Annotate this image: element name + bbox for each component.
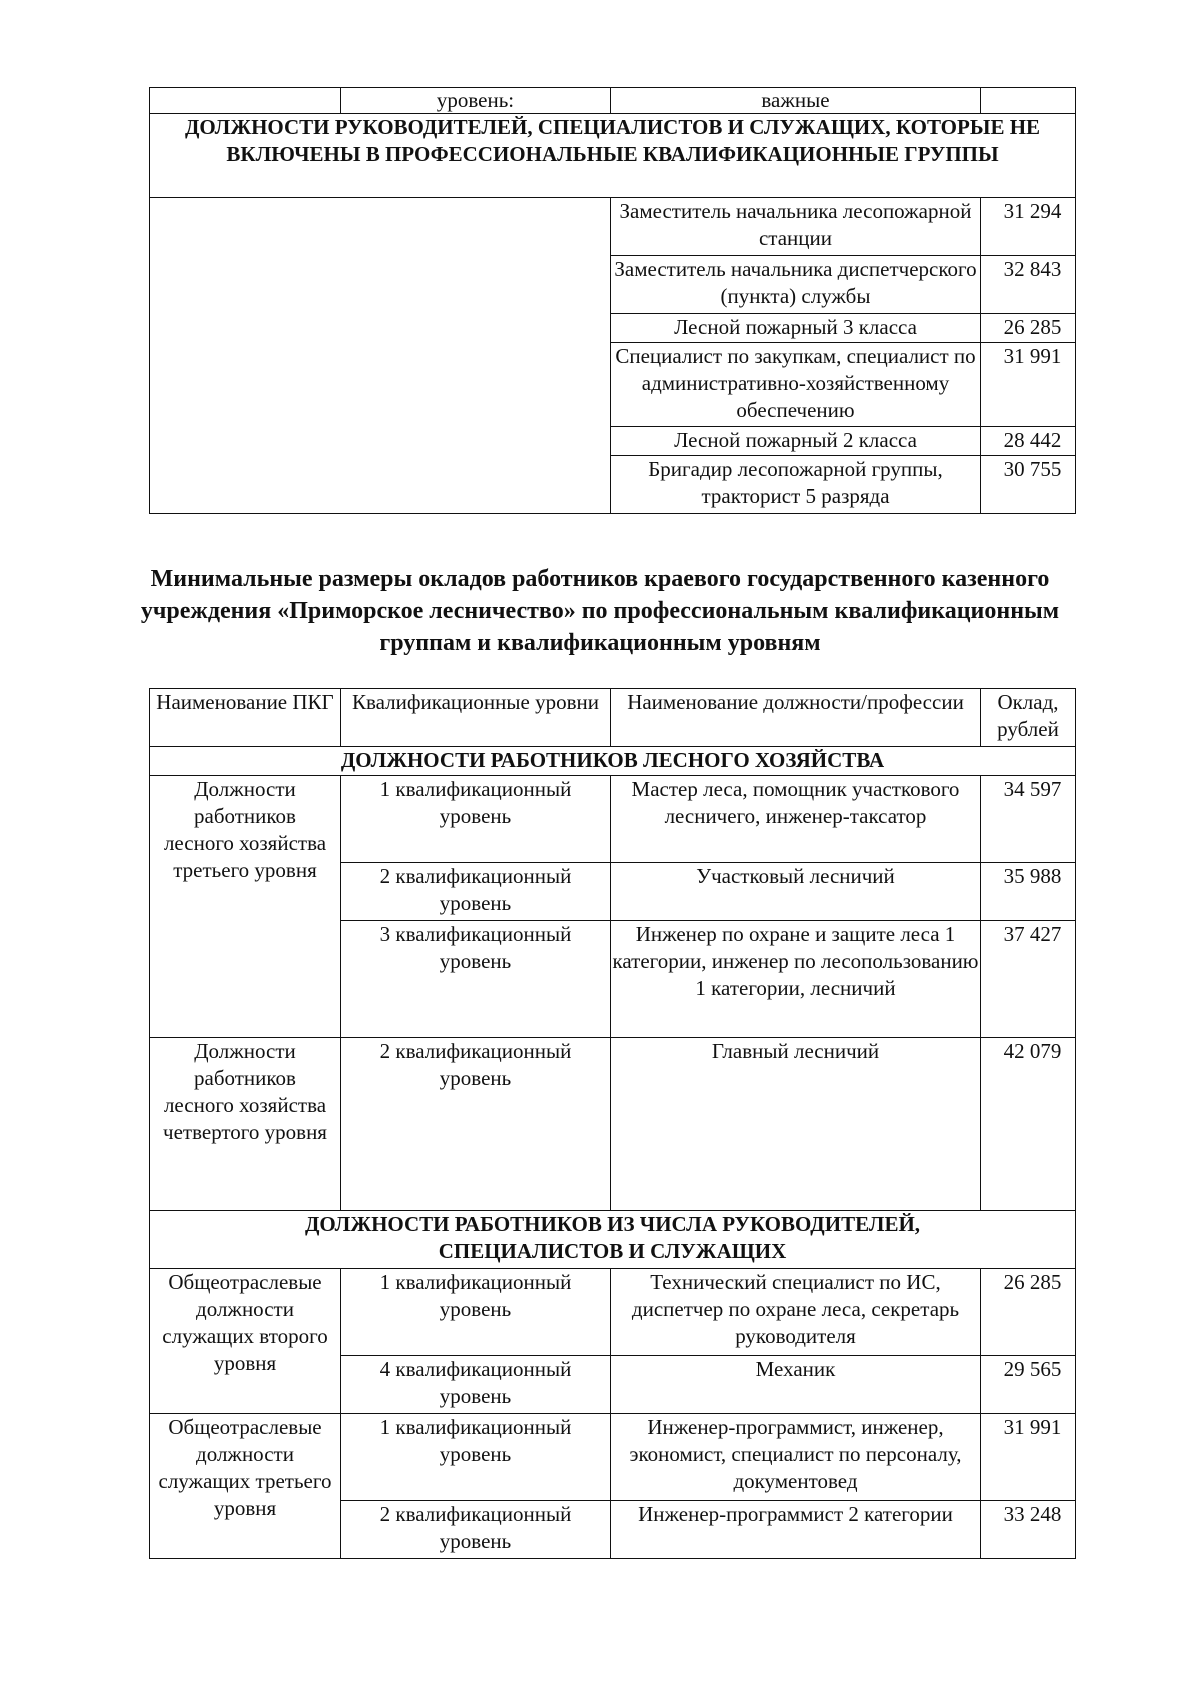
salary-value: 32 843 — [981, 256, 1076, 314]
position-name: Специалист по закупкам, специалист по административно-хозяйственному обеспечению — [611, 343, 981, 427]
position-name: Механик — [611, 1356, 981, 1414]
pkg-name: Общеотраслевые должности служащих второго уровня — [150, 1269, 341, 1414]
salary-table — [149, 688, 1076, 1559]
position-name: Инженер-программист 2 категории — [611, 1501, 981, 1559]
position-name: Лесной пожарный 2 класса — [611, 427, 981, 456]
cell-empty — [150, 198, 611, 514]
qual-level: 3 квалификационный уровень — [341, 921, 611, 1038]
position-name: Главный лесничий — [611, 1038, 981, 1211]
pkg-name: Общеотраслевые должности служащих третьего уровня — [150, 1414, 341, 1559]
salary-value: 26 285 — [981, 1269, 1076, 1356]
position-name: Инженер-программист, инженер, экономист, специалист по персоналу, документовед — [611, 1414, 981, 1501]
salary-value: 42 079 — [981, 1038, 1076, 1211]
position-name: Заместитель начальника лесопожарной станции — [611, 198, 981, 256]
header-levels: Квалификационные уровни — [341, 689, 611, 747]
qual-level: 1 квалификационный уровень — [341, 1414, 611, 1501]
position-name: Участковый лесничий — [611, 863, 981, 921]
qual-level: 2 квалификационный уровень — [341, 863, 611, 921]
salary-value: 29 565 — [981, 1356, 1076, 1414]
pkg-name: Должности работников лесного хозяйства четвертого уровня — [150, 1038, 341, 1211]
section-heading: ДОЛЖНОСТИ РУКОВОДИТЕЛЕЙ, СПЕЦИАЛИСТОВ И СЛУЖАЩИХ, КОТОРЫЕ НЕ ВКЛЮЧЕНЫ В ПРОФЕССИОНАЛЬНЫЕ КВАЛИФИКАЦИОННЫЕ ГРУППЫ — [150, 114, 1076, 198]
pkg-name: Должности работников лесного хозяйства третьего уровня — [150, 776, 341, 1038]
position-name: Технический специалист по ИС, диспетчер по охране леса, секретарь руководителя — [611, 1269, 981, 1356]
salary-value: 31 991 — [981, 343, 1076, 427]
position-name: Инженер по охране и защите леса 1 категории, инженер по лесопользованию 1 категории, лесничий — [611, 921, 981, 1038]
section-heading: ДОЛЖНОСТИ РАБОТНИКОВ ИЗ ЧИСЛА РУКОВОДИТЕЛЕЙ, СПЕЦИАЛИСТОВ И СЛУЖАЩИХ — [150, 1211, 1076, 1269]
salary-value: 30 755 — [981, 456, 1076, 514]
cell-empty — [981, 88, 1076, 114]
section-heading: ДОЛЖНОСТИ РАБОТНИКОВ ЛЕСНОГО ХОЗЯЙСТВА — [150, 747, 1076, 776]
qual-level: 4 квалификационный уровень — [341, 1356, 611, 1414]
salary-value: 31 991 — [981, 1414, 1076, 1501]
header-position: Наименование должности/профессии — [611, 689, 981, 747]
cell-position-tail: важные — [611, 88, 981, 114]
qual-level: 2 квалификационный уровень — [341, 1038, 611, 1211]
salary-value: 34 597 — [981, 776, 1076, 863]
salary-value: 33 248 — [981, 1501, 1076, 1559]
header-salary: Оклад, рублей — [981, 689, 1076, 747]
header-pkg: Наименование ПКГ — [150, 689, 341, 747]
qual-level: 2 квалификационный уровень — [341, 1501, 611, 1559]
position-name: Заместитель начальника диспетчерского (пункта) службы — [611, 256, 981, 314]
salary-value: 37 427 — [981, 921, 1076, 1038]
page-title: Минимальные размеры окладов работников краевого государственного казенного учреждения «Приморское лесничество» по профессиональным квалификационным группам и квалификационным уровням — [140, 566, 1060, 656]
qual-level: 1 квалификационный уровень — [341, 1269, 611, 1356]
salary-value: 26 285 — [981, 314, 1076, 343]
qual-level: 1 квалификационный уровень — [341, 776, 611, 863]
salary-table-continuation — [149, 87, 1076, 514]
position-name: Бригадир лесопожарной группы, тракторист 5 разряда — [611, 456, 981, 514]
salary-value: 35 988 — [981, 863, 1076, 921]
cell-empty — [150, 88, 341, 114]
salary-value: 31 294 — [981, 198, 1076, 256]
cell-level-tail: уровень: — [341, 88, 611, 114]
salary-value: 28 442 — [981, 427, 1076, 456]
position-name: Лесной пожарный 3 класса — [611, 314, 981, 343]
position-name: Мастер леса, помощник участкового лесничего, инженер-таксатор — [611, 776, 981, 863]
